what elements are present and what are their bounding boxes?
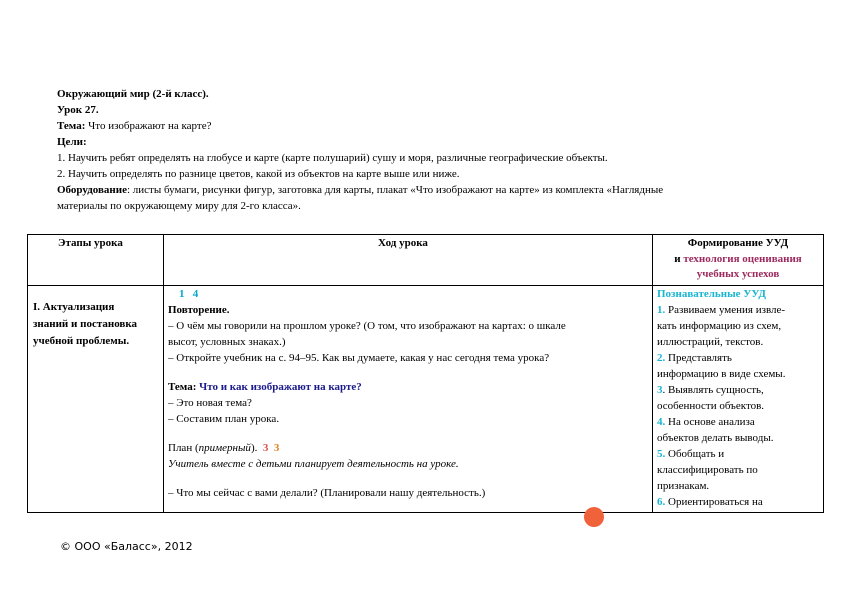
uud-num-3: 3 [657, 384, 663, 396]
uud-text-1c: иллюстраций, текстов. [657, 336, 764, 348]
equipment-label: Оборудование [57, 184, 127, 196]
uud-text-4a: На основе анализа [665, 416, 755, 428]
stage-line-3: учебной проблемы. [33, 335, 130, 347]
col-header-uud-line3: учебных успехов [696, 268, 780, 280]
document-header [57, 88, 797, 213]
question-2: – Откройте учебник на с. 94–95. Как вы думаете, какая у нас сегодня тема урока? [168, 352, 550, 364]
lesson-topic-line [168, 381, 650, 394]
copyright-footer: © ООО «Баласс», 2012 [60, 540, 193, 553]
lesson-topic-label: Тема: [168, 381, 200, 393]
stage-line-2: знаний и постановка [33, 318, 138, 330]
col-header-uud-line2 [656, 253, 820, 266]
uud-item-3 [657, 384, 820, 397]
col-header-uud [656, 237, 820, 281]
teacher-line-text: Учитель вместе с детьми планирует деятельность на уроке. [168, 458, 459, 470]
uud-heading: Познавательные УУД [657, 288, 766, 300]
uud-text-1b: кать информацию из схем, [657, 320, 782, 332]
course-cell [168, 288, 650, 500]
topic-line [57, 120, 797, 133]
stage-cell [33, 301, 161, 348]
uud-text-2b: информацию в виде схемы. [657, 368, 786, 380]
goal-1: 1. Научить ребят определять на глобусе и карте (карте полушарий) сушу и моря, различные географические объекты. [57, 152, 608, 164]
uud-text-5b: классифицировать по [657, 464, 758, 476]
uud-text-6a: Ориентироваться на [665, 496, 763, 508]
uud-text-3a: . Выявлять сущность, [662, 384, 764, 396]
uud-num-2: 2. [657, 352, 666, 364]
uud-num-4: 4. [657, 416, 666, 428]
mark-4: 4 [192, 288, 199, 300]
uud-item-5 [657, 448, 820, 461]
question-3: – Это новая тема? [168, 397, 252, 409]
stage-line-1: I. Актуализация [33, 301, 115, 313]
page-marker-dot[interactable] [584, 507, 604, 527]
col-header-uud-and: и [674, 253, 684, 265]
repeat-title: Повторение. [168, 304, 230, 316]
uud-cell [657, 288, 820, 509]
teacher-line [168, 458, 650, 471]
col-header-stages: Этапы урока [58, 237, 123, 249]
uud-text-2a: Представлять [665, 352, 732, 364]
col-header-course: Ход урока [378, 237, 428, 249]
col-header-uud-line1: Формирование УУД [687, 237, 789, 249]
subject-title: Окружающий мир (2-й класс). [57, 88, 209, 100]
plan-text-approx: примерный [198, 442, 251, 454]
question-5: – Что мы сейчас с вами делали? (Планировали нашу деятельность.) [168, 487, 486, 499]
goals-label: Цели: [57, 136, 87, 148]
uud-num-6: 6. [657, 496, 666, 508]
topic-text: Что изображают на карте? [85, 120, 212, 132]
table-col-divider-2 [652, 234, 653, 512]
plan-text-c: ). [250, 442, 258, 454]
table-col-divider-1 [163, 234, 164, 512]
uud-item-6 [657, 496, 820, 509]
question-1b: высот, условных знаках.) [168, 336, 286, 348]
question-4: – Составим план урока. [168, 413, 280, 425]
uud-num-1: 1. [657, 304, 666, 316]
plan-mark-orange: 3 [273, 442, 280, 454]
table-header-divider [27, 285, 823, 286]
lesson-number: Урок 27. [57, 104, 99, 116]
uud-item-1 [657, 304, 820, 317]
lesson-topic-value: Что и как изображают на карте? [199, 381, 362, 393]
goal-2: 2. Научить определять по разнице цветов, какой из объектов на карте выше или ниже. [57, 168, 460, 180]
uud-item-2 [657, 352, 820, 365]
uud-text-1a: Развиваем умения извле- [665, 304, 786, 316]
plan-mark-red: 3 [262, 442, 269, 454]
equipment-line [57, 184, 797, 197]
uud-text-4b: объектов делать выводы. [657, 432, 774, 444]
assessment-marks-top [168, 288, 650, 301]
col-header-tech: технология оценивания [683, 253, 802, 265]
topic-label: Тема: [57, 120, 86, 132]
plan-line [168, 442, 650, 455]
equipment-text-1: : листы бумаги, рисунки фигур, заготовка для карты, плакат «Что изображают на карте» из комплекта «Наглядные [126, 184, 664, 196]
question-1a: – О чём мы говорили на прошлом уроке? (О том, что изображают на картах: о шкале [168, 320, 566, 332]
table-bottom-edge [27, 512, 823, 513]
plan-text-a: План ( [168, 442, 199, 454]
uud-text-3b: особенности объектов. [657, 400, 765, 412]
uud-item-4 [657, 416, 820, 429]
equipment-text-2: материалы по окружающему миру для 2-го класса». [57, 200, 301, 212]
uud-text-5c: признакам. [657, 480, 710, 492]
uud-num-5: 5. [657, 448, 666, 460]
mark-1: 1 [179, 288, 185, 300]
uud-text-5a: Обобщать и [665, 448, 725, 460]
